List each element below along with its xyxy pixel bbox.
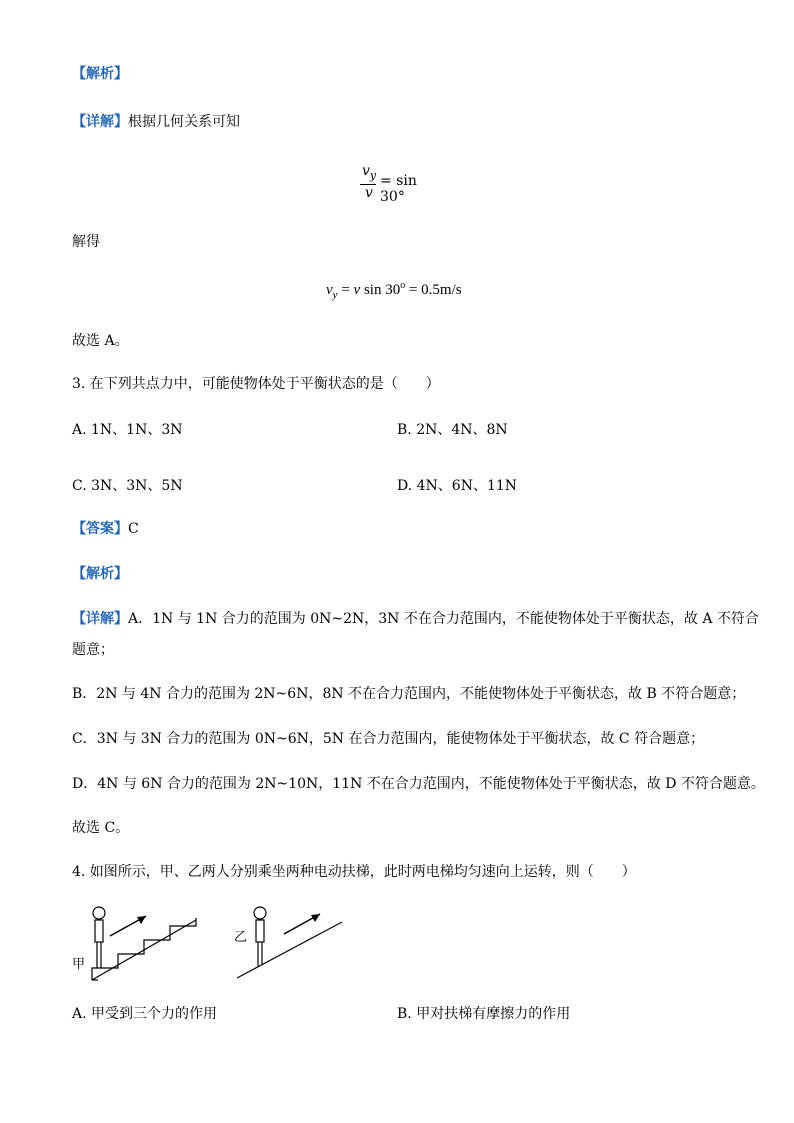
formula-result: $v_y = v$ $\sin 30^o = 0.5m/s$ <box>326 280 462 301</box>
denominator: v <box>365 185 373 201</box>
q4-option-a: A. 甲受到三个力的作用 <box>72 1006 218 1022</box>
q3-detail-b: B．2N 与 4N 合力的范围为 2N~6N，8N 不在合力范围内，不能使物体处于平衡状态，故 B 不符合题意； <box>72 686 746 702</box>
detail-line <box>72 112 240 132</box>
solve-text: 解得 <box>72 234 100 250</box>
detail-tag: 【详解】 <box>72 114 128 130</box>
q3-option-c: C. 3N、3N、5N <box>72 478 183 494</box>
q3-analysis-tag: 【解析】 <box>72 566 128 582</box>
q3-detail-tag: 【详解】 <box>72 611 128 627</box>
q3-answer-line <box>72 519 139 539</box>
q3-stem: 3. 在下列共点力中，可能使物体处于平衡状态的是（ ） <box>72 376 440 392</box>
q3-detail-c: C．3N 与 3N 合力的范围为 0N~6N，5N 在合力范围内，能使物体处于平衡状态，故 C 符合题意； <box>72 731 705 747</box>
q3-conclusion: 故选 C。 <box>72 820 130 836</box>
answer-value: C <box>128 521 139 537</box>
q4-stem: 4. 如图所示，甲、乙两人分别乘坐两种电动扶梯，此时两电梯均匀速向上运转，则（ ） <box>72 864 636 880</box>
label-yi: 乙 <box>234 930 248 945</box>
numerator: $v_y$ <box>362 163 377 182</box>
q3-option-d: D. 4N、6N、11N <box>397 478 518 494</box>
label-jia: 甲 <box>72 957 86 972</box>
q3-detail-a-cont: 题意； <box>72 642 114 658</box>
q3-option-b: B. 2N、4N、8N <box>397 422 508 438</box>
escalator-figure <box>72 900 362 990</box>
q3-detail-a: 【详解】A．1N 与 1N 合力的范围为 0N~2N，3N 不在合力范围内，不能使物体处于平衡状态，故 A 不符合 <box>72 611 759 627</box>
answer-tag: 【答案】 <box>72 521 128 537</box>
formula-rhs: = sin 30° <box>380 173 417 205</box>
q3-option-a: A. 1N、1N、3N <box>72 422 183 438</box>
analysis-tag: 【解析】 <box>72 66 128 82</box>
conclusion-1: 故选 A。 <box>72 333 129 349</box>
formula-fraction <box>358 163 438 205</box>
q4-option-b: B. 甲对扶梯有摩擦力的作用 <box>397 1006 571 1022</box>
q3-detail-d: D．4N 与 6N 合力的范围为 2N~10N，11N 不在合力范围内，不能使物体处于平衡状态，故 D 不符合题意。 <box>72 776 765 792</box>
detail-text: 根据几何关系可知 <box>128 114 240 130</box>
